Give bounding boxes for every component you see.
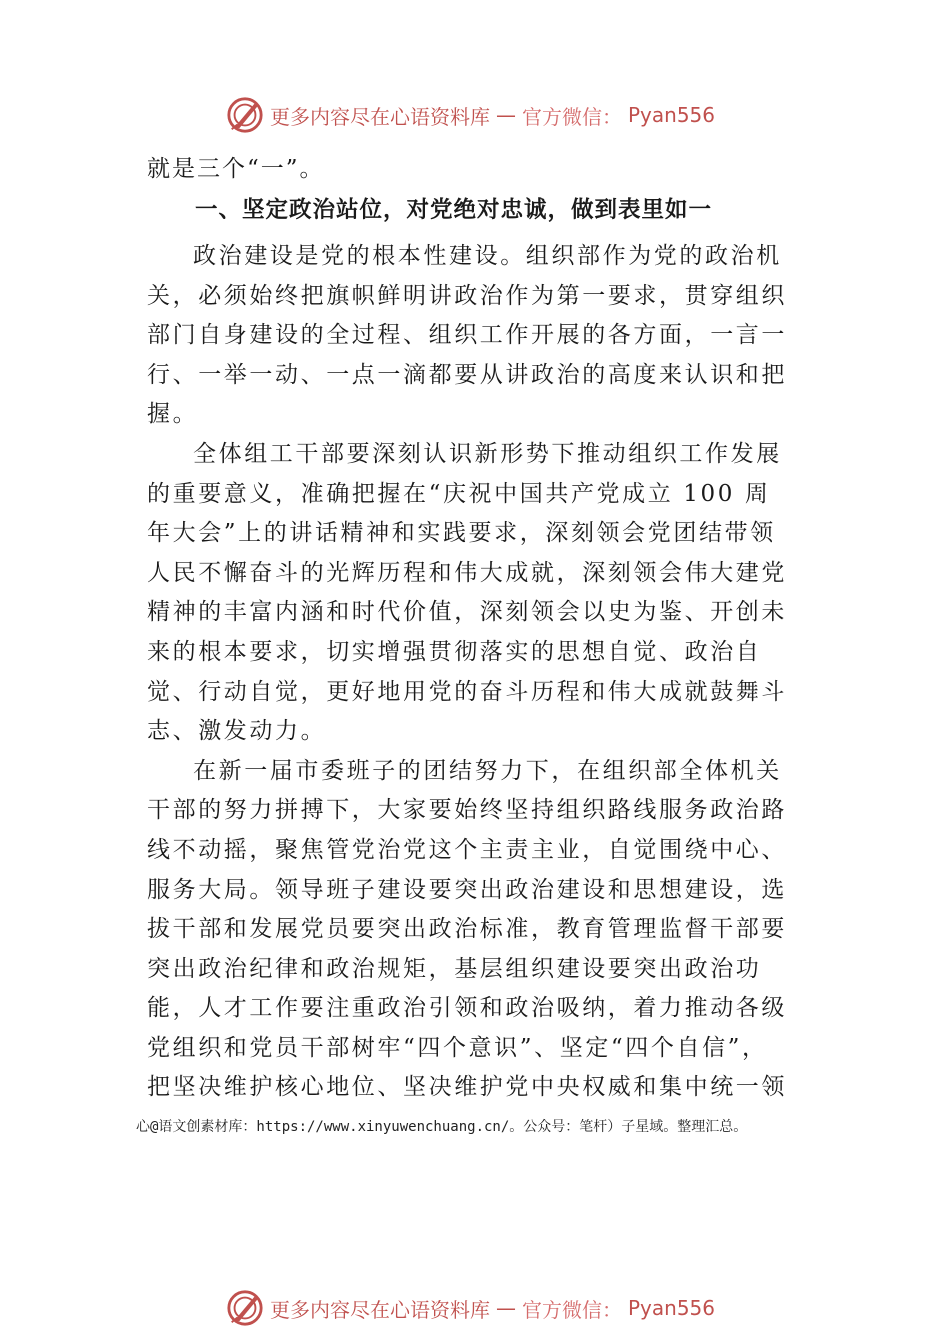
paragraph-1: 政治建设是党的根本性建设。组织部作为党的政治机关，必须始终把旗帜鲜明讲政治作为第一要求，贯穿组织部门自身建设的全过程、组织工作开展的各方面，一言一行、一举一动、一点一滴都要从讲政治的高度来认识和把握。 (147, 243, 787, 428)
quill-logo-icon (226, 96, 264, 134)
section-heading: 一、坚定政治站位，对党绝对忠诚，做到表里如一 (195, 197, 713, 223)
banner-wechat-label: 官方微信： (522, 1297, 622, 1322)
body-text (147, 237, 787, 1108)
banner-wechat-label: 官方微信： (522, 104, 622, 129)
paragraph-3: 在新一届市委班子的团结努力下，在组织部全体机关干部的努力拼搏下，大家要始终坚持组织路线服务政治路线不动摇，聚焦管党治党这个主责主业，自觉围绕中心、服务大局。领导班子建设要突出政治建设和思想建设，选拔干部和发展党员要突出政治标准，教育管理监督干部要突出政治纪律和政治规矩，基层组织建设要突出政治功能，人才工作要注重政治引领和政治吸纳，着力推动各级党组织和党员干部树牢“四个意识”、坚定“四个自信”，把坚决维护核心地位、坚决维护党中央权威和集中统一领 (147, 757, 787, 1101)
quill-logo-icon (226, 1289, 264, 1327)
banner-separator: — (496, 103, 516, 127)
lead-line: 就是三个“一”。 (147, 156, 325, 182)
banner-wechat-id: Pyan556 (628, 103, 716, 127)
header-banner (226, 95, 715, 135)
banner-separator: — (496, 1296, 516, 1320)
banner-title: 更多内容尽在心语资料库 (270, 104, 490, 129)
paragraph-2: 全体组工干部要深刻认识新形势下推动组织工作发展的重要意义，准确把握在“庆祝中国共产党成立 100 周年大会”上的讲话精神和实践要求，深刻领会党团结带领人民不懈奋斗的光辉历程和伟大成就，深刻领会伟大建党精神的丰富内涵和时代价值，深刻领会以史为鉴、开创未来的根本要求，切实增强贯彻落实的思想自觉、政治自觉、行动自觉，更好地用党的奋斗历程和伟大成就鼓舞斗志、激发动力。 (147, 440, 787, 745)
footer-banner (226, 1288, 715, 1328)
source-note: 心@语文创素材库：https://www.xinyuwenchuang.cn/。公众号：笔杆）子星域。整理汇总。 (136, 1119, 748, 1135)
banner-title: 更多内容尽在心语资料库 (270, 1297, 490, 1322)
banner-wechat-id: Pyan556 (628, 1296, 716, 1320)
